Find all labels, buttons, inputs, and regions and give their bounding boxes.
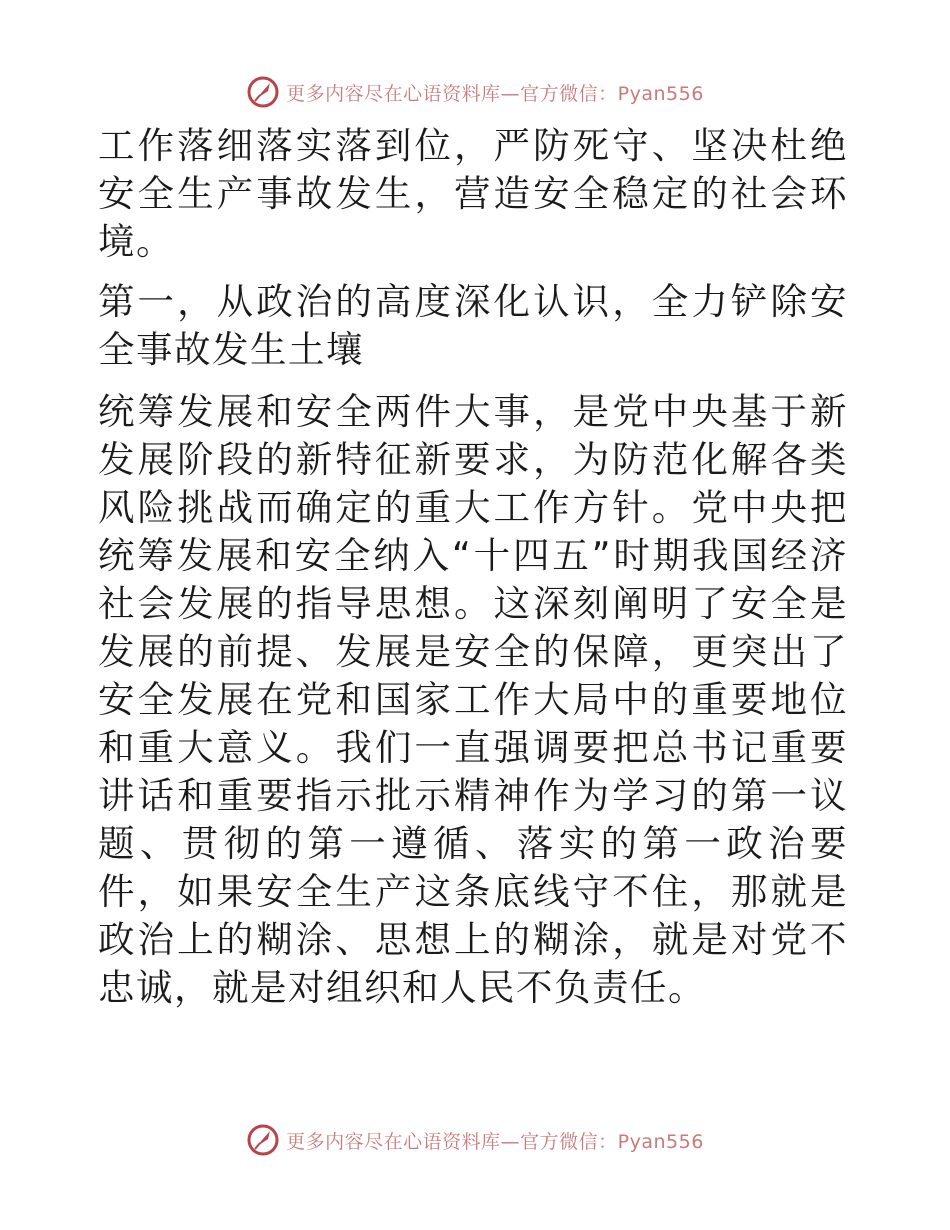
header-watermark — [0, 72, 950, 112]
watermark-text: 更多内容尽在心语资料库—官方微信：Pyan556 — [286, 1130, 704, 1153]
quill-logo-icon — [246, 75, 280, 109]
paragraph-body: 统筹发展和安全两件大事，是党中央基于新发展阶段的新特征新要求，为防范化解各类风险挑战而确定的重大工作方针。党中央把统筹发展和安全纳入“十四五”时期我国经济社会发展的指导思想。这深刻阐明了安全是发展的前提、发展是安全的保障，更突出了安全发展在党和国家工作大局中的重要地位和重大意义。我们一直强调要把总书记重要讲话和重要指示批示精神作为学习的第一议题、贯彻的第一遵循、落实的第一政治要件，如果安全生产这条底线守不住，那就是政治上的糊涂、思想上的糊涂，就是对党不忠诚，就是对组织和人民不负责任。 — [98, 390, 848, 1009]
paragraph-intro: 工作落细落实落到位，严防死守、坚决杜绝安全生产事故发生，营造安全稳定的社会环境。 — [98, 124, 848, 263]
quill-logo-icon — [246, 1123, 280, 1157]
section-heading: 第一，从政治的高度深化认识，全力铲除安全事故发生土壤 — [98, 280, 848, 371]
document-body — [98, 122, 848, 1012]
footer-watermark — [0, 1120, 950, 1160]
watermark-text: 更多内容尽在心语资料库—官方微信：Pyan556 — [286, 82, 704, 105]
